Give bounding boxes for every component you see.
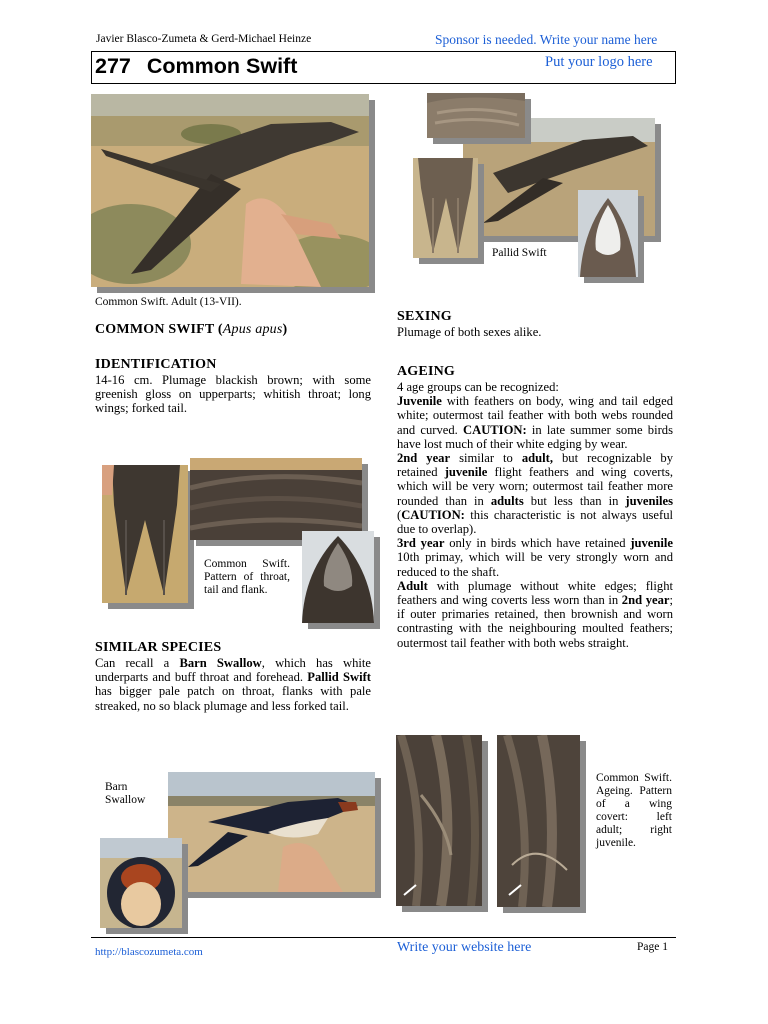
species-title: Common Swift bbox=[146, 54, 298, 78]
photo-barn-swallow bbox=[168, 772, 375, 892]
similar-species-text: Can recall a Barn Swallow, which has white underparts and buff throat and forehead. Pallid Swift has bigger pale patch on throat, flanks with pale streaked, no so black plumage and less forked tail. bbox=[95, 656, 371, 713]
ageing-3rd-year: 3rd year only in birds which have retained juvenile 10th primay, which will be very strongly worn and reduced to the shaft. bbox=[397, 536, 673, 579]
photo-barn-swallow-front bbox=[100, 838, 182, 928]
similar-species-heading: SIMILAR SPECIES bbox=[95, 640, 222, 655]
main-photo-caption: Common Swift. Adult (13-VII). bbox=[95, 296, 242, 308]
footer-url-link[interactable]: http://blascozumeta.com bbox=[95, 946, 203, 958]
logo-placeholder: Put your logo here bbox=[545, 54, 653, 70]
photo-pallid-tail bbox=[413, 158, 478, 258]
ageing-intro: 4 age groups can be recognized: bbox=[397, 380, 559, 394]
ageing-2nd-year: 2nd year similar to adult, but recognizable by retained juvenile flight feathers and wing coverts, which will be very worn; outermost tail feather more rounded than in adults but less than in juveniles (CAUTION: this characteristic is not always useful due to overlap). bbox=[397, 451, 673, 537]
pattern-caption: Common Swift. Pattern of throat, tail and flank. bbox=[204, 558, 290, 596]
photo-pallid-throat bbox=[578, 190, 638, 277]
photo-wing-covert-adult bbox=[396, 735, 482, 906]
photo-swift-tail bbox=[102, 465, 188, 603]
page-title bbox=[95, 52, 297, 80]
species-latin: Apus apus bbox=[222, 322, 283, 337]
species-number: 277 bbox=[95, 54, 131, 78]
photo-swift-flank bbox=[190, 458, 362, 540]
sponsor-placeholder: Sponsor is needed. Write your name here bbox=[435, 32, 658, 47]
sexing-heading: SEXING bbox=[397, 309, 452, 324]
ageing-photo-caption: Common Swift. Ageing. Pattern of a wing covert: left adult; right juvenile. bbox=[596, 772, 672, 849]
sexing-text: Plumage of both sexes alike. bbox=[397, 325, 542, 339]
identification-text: 14-16 cm. Plumage blackish brown; with some greenish gloss on upperparts; whitish throat; long wings; forked tail. bbox=[95, 373, 371, 416]
photo-pallid-wing bbox=[427, 93, 525, 138]
ageing-text bbox=[397, 380, 673, 650]
pallid-caption: Pallid Swift bbox=[492, 247, 547, 259]
authors: Javier Blasco-Zumeta & Gerd-Michael Heinze bbox=[96, 33, 312, 45]
photo-adult-swift bbox=[91, 94, 369, 287]
ageing-juvenile: Juvenile with feathers on body, wing and tail edged white; outermost tail feather with both webs rounded and curved. CAUTION: in late summer some birds have lost much of their white edging by wear. bbox=[397, 394, 673, 451]
photo-wing-covert-juvenile bbox=[497, 735, 580, 907]
species-heading: COMMON SWIFT (Apus apus) bbox=[95, 322, 288, 337]
footer-divider bbox=[91, 937, 676, 938]
ageing-heading: AGEING bbox=[397, 364, 455, 379]
page-number: Page 1 bbox=[637, 941, 668, 953]
ageing-adult: Adult with plumage without white edges; flight feathers and wing coverts less worn than in 2nd year; if outer primaries retained, then brownish and worn contrasting with the neighbouring moulted feathers; outermost tail feather with both webs straight. bbox=[397, 578, 673, 650]
photo-swift-throat bbox=[302, 531, 374, 623]
barn-caption: Barn Swallow bbox=[105, 781, 146, 806]
identification-heading: IDENTIFICATION bbox=[95, 357, 217, 372]
footer-website-placeholder: Write your website here bbox=[397, 940, 532, 955]
